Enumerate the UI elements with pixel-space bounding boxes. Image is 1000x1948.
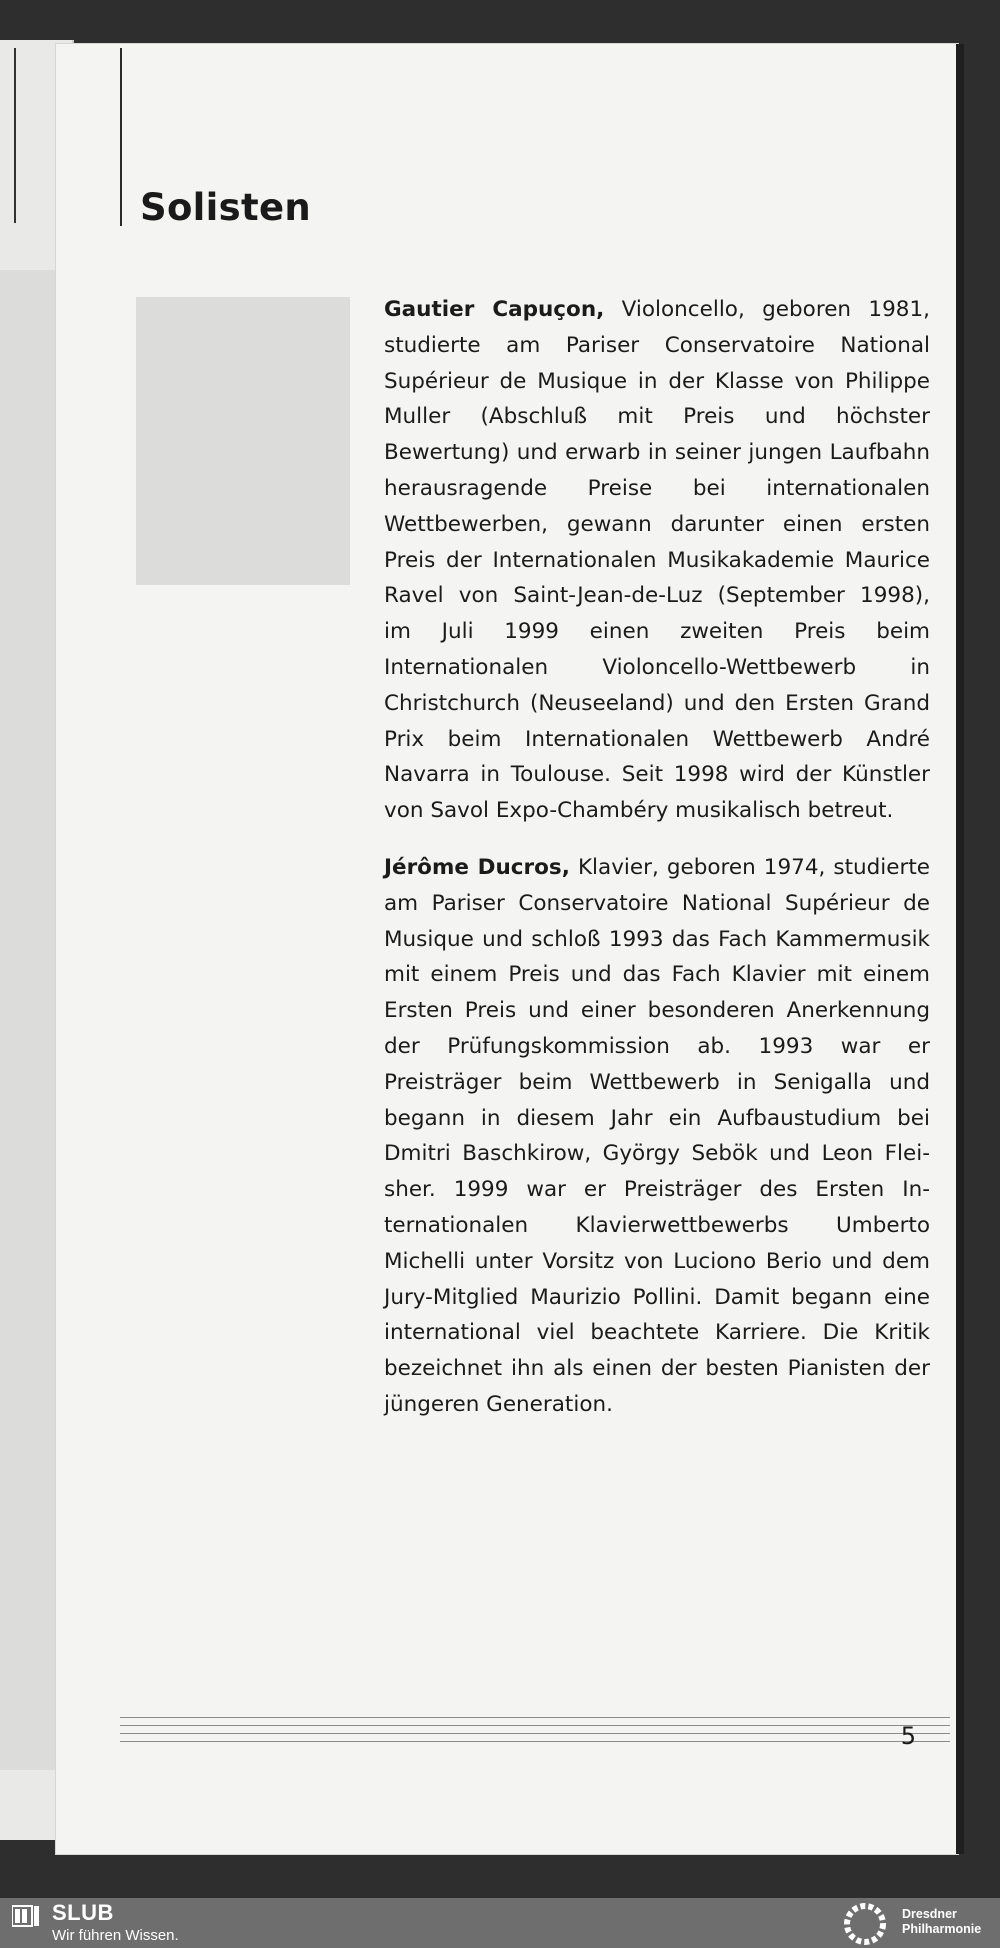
library-name[interactable]: SLUB bbox=[52, 1900, 114, 1925]
philharmonie-logo-icon bbox=[840, 1902, 890, 1946]
page-title: Solisten bbox=[140, 186, 311, 229]
scan-right-edge bbox=[956, 44, 964, 1854]
document-page bbox=[56, 44, 958, 1854]
soloist-paragraph-ducros bbox=[384, 850, 930, 1423]
soloist-bio: Violoncello, geboren 1981, studierte am Pariser Conservatoire National Supérieur de Musique in der Klasse von Philippe Muller (Abschluß mit Preis und höchster Bewertung) und erwarb in seiner jungen Laufbahn herausragende Preise bei internationalen Wettbewerben, gewann darunter einen ersten Preis der Internationalen Musikakademie Maurice Ravel von Saint-Jean-de-Luz (September 1998), im Juli 1999 einen zweiten Preis beim Internationalen Violoncello-Wettbewerb in Christchurch (Neuseeland) und den Ersten Grand Prix beim Internationalen Wettbewerb André Navarra in Toulouse. Seit 1998 wird der Künstler von Savol Expo-Chambéry musikalisch betreut. bbox=[384, 297, 930, 824]
partner-name-line2: Philharmonie bbox=[902, 1922, 982, 1936]
header-rule bbox=[120, 48, 122, 226]
soloist-name: Jérôme Ducros, bbox=[384, 854, 570, 880]
soloists-text bbox=[384, 292, 930, 1444]
soloist-bio: Klavier, geboren 1974, studierte am Pariser Conservatoire National Supérieur de Musique und schloß 1993 das Fach Kammermusik mit einem Preis und das Fach Klavier mit einem Ersten Preis und einer besonderen Anerkennung der Prüfungskommission ab. 1993 war er Preisträger beim Wettbewerb in Senigalla und begann in diesem Jahr ein Aufbaustudium bei Dmitri Baschkirow, György Sebök und Leon Fleisher. 1999 war er Preisträger des Ersten Internationalen Klavierwettbewerbs Umberto Michelli unter Vorsitz von Luciono Berio und dem Jury-Mitglied Maurizio Pollini. Damit begann eine international viel beachtete Karriere. Die Kritik bezeichnet ihn als einen der besten Pianisten der jüngeren Generation. bbox=[384, 854, 930, 1417]
partner-name-line1: Dresdner bbox=[902, 1907, 957, 1921]
partner-name bbox=[902, 1907, 981, 1937]
adjacent-page-rule bbox=[14, 48, 16, 223]
slub-logo-icon bbox=[12, 1904, 40, 1928]
soloist-paragraph-capucon bbox=[384, 292, 930, 829]
library-tagline: Wir führen Wissen. bbox=[52, 1927, 179, 1944]
bleed-through-portrait bbox=[136, 297, 350, 585]
adjacent-page-shadow bbox=[0, 270, 60, 1770]
page-number: 5 bbox=[900, 1722, 916, 1750]
viewer-footer-bar bbox=[0, 1898, 1000, 1948]
footer-rules bbox=[120, 1717, 950, 1757]
soloist-name: Gautier Capuçon, bbox=[384, 297, 605, 322]
